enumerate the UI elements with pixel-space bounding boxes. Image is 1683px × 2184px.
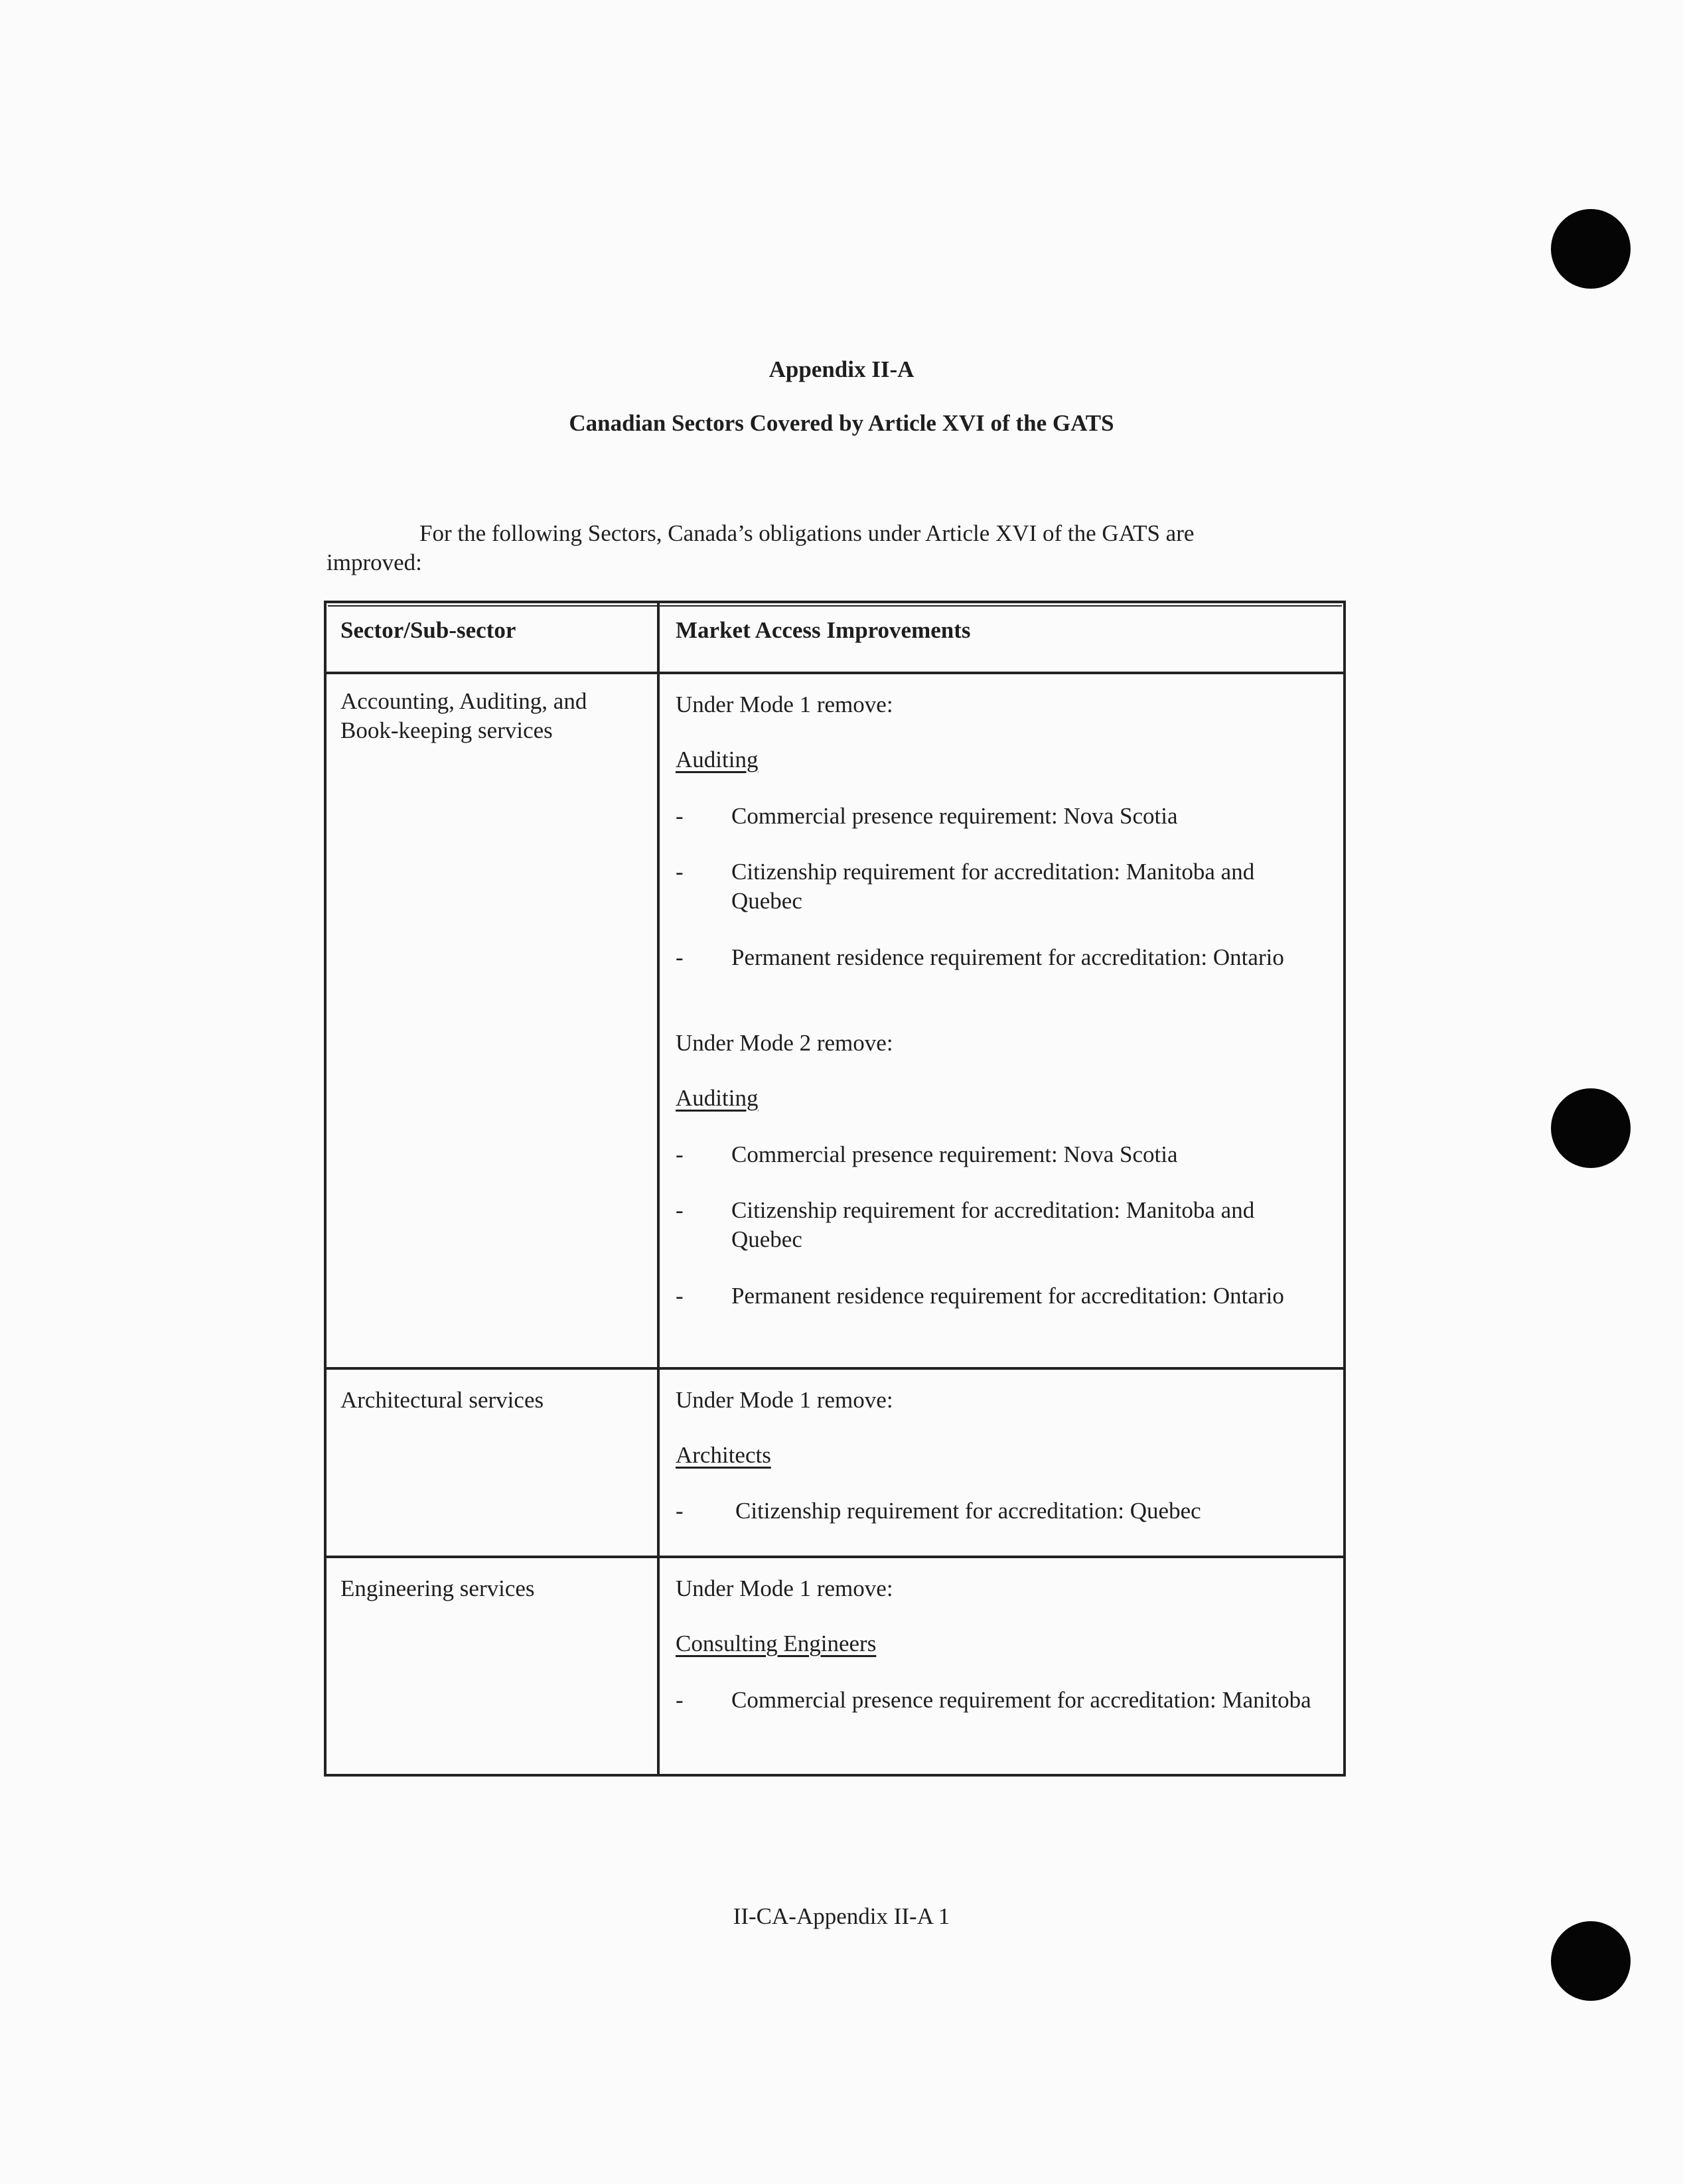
column-header-sector: Sector/Sub-sector (340, 617, 516, 643)
binder-hole-middle (1551, 1088, 1631, 1168)
page-subtitle: Canadian Sectors Covered by Article XVI of the GATS (569, 410, 1114, 436)
row-1-mode-1-item-3: Permanent residence requirement for accreditation: Ontario (731, 944, 1284, 970)
row-1-mode-2-item-2-dash: - (676, 1197, 684, 1223)
row-2-mode-1-label: Under Mode 1 remove: (676, 1387, 893, 1413)
table-border-bottom (324, 1774, 1346, 1777)
intro-paragraph (327, 519, 1362, 577)
table-column-divider (657, 601, 660, 1777)
intro-line-1: For the following Sectors, Canada’s obligations under Article XVI of the GATS are (419, 520, 1195, 546)
table-border-top (324, 601, 1346, 603)
row-3-mode-1-item-1-dash: - (676, 1687, 684, 1713)
page-footer: II-CA-Appendix II-A 1 (733, 1903, 950, 1929)
row-2-sector: Architectural services (340, 1387, 544, 1413)
table-row-divider-2 (324, 1556, 1346, 1558)
binder-hole-top (1551, 209, 1631, 289)
table-border-left (324, 601, 327, 1777)
row-1-mode-2-item-2: Citizenship requirement for accreditation: Manitoba and Quebec (731, 1197, 1255, 1252)
row-2-mode-1-item-1-dash: - (676, 1498, 684, 1524)
row-1-mode-2-label: Under Mode 2 remove: (676, 1030, 893, 1056)
column-header-market-access: Market Access Improvements (676, 617, 971, 643)
table-row-divider-1 (324, 1367, 1346, 1370)
binder-hole-bottom (1551, 1921, 1631, 2001)
table-border-top-inner (328, 605, 1342, 607)
row-1-sector-line-1: Accounting, Auditing, and (340, 688, 587, 714)
row-3-mode-1-label: Under Mode 1 remove: (676, 1575, 893, 1601)
table-border-right (1343, 601, 1346, 1777)
row-1-mode-1-label: Under Mode 1 remove: (676, 692, 893, 717)
row-3-mode-1-item-1: Commercial presence requirement for accreditation: Manitoba (731, 1687, 1311, 1713)
row-1-mode-1-item-1: Commercial presence requirement: Nova Scotia (731, 803, 1178, 829)
row-1-mode-1-item-2-dash: - (676, 859, 684, 885)
row-1-mode-1-item-2: Citizenship requirement for accreditation: Manitoba and Quebec (731, 859, 1255, 914)
row-1-mode-1-item-3-dash: - (676, 944, 684, 970)
row-2-mode-1-category: Architects (676, 1442, 771, 1468)
row-1-mode-2-category: Auditing (676, 1085, 759, 1111)
row-1-mode-2-item-1-dash: - (676, 1141, 684, 1167)
row-1-sector-line-2: Book-keeping services (340, 717, 553, 743)
intro-line-2: improved: (327, 549, 422, 575)
row-1-mode-2-item-3: Permanent residence requirement for accreditation: Ontario (731, 1283, 1284, 1309)
table-header-divider (324, 672, 1346, 674)
sectors-table (324, 601, 1346, 1777)
row-1-mode-2-item-1: Commercial presence requirement: Nova Scotia (731, 1141, 1178, 1167)
row-1-mode-1-item-1-dash: - (676, 803, 684, 829)
row-3-mode-1-category: Consulting Engineers (676, 1631, 877, 1656)
row-1-mode-2-item-3-dash: - (676, 1283, 684, 1309)
page-title: Appendix II-A (768, 356, 915, 382)
row-1-sector (340, 687, 587, 745)
row-2-mode-1-item-1: Citizenship requirement for accreditation: Quebec (735, 1498, 1201, 1524)
row-1-mode-1-category: Auditing (676, 747, 759, 772)
row-3-sector: Engineering services (340, 1575, 535, 1601)
